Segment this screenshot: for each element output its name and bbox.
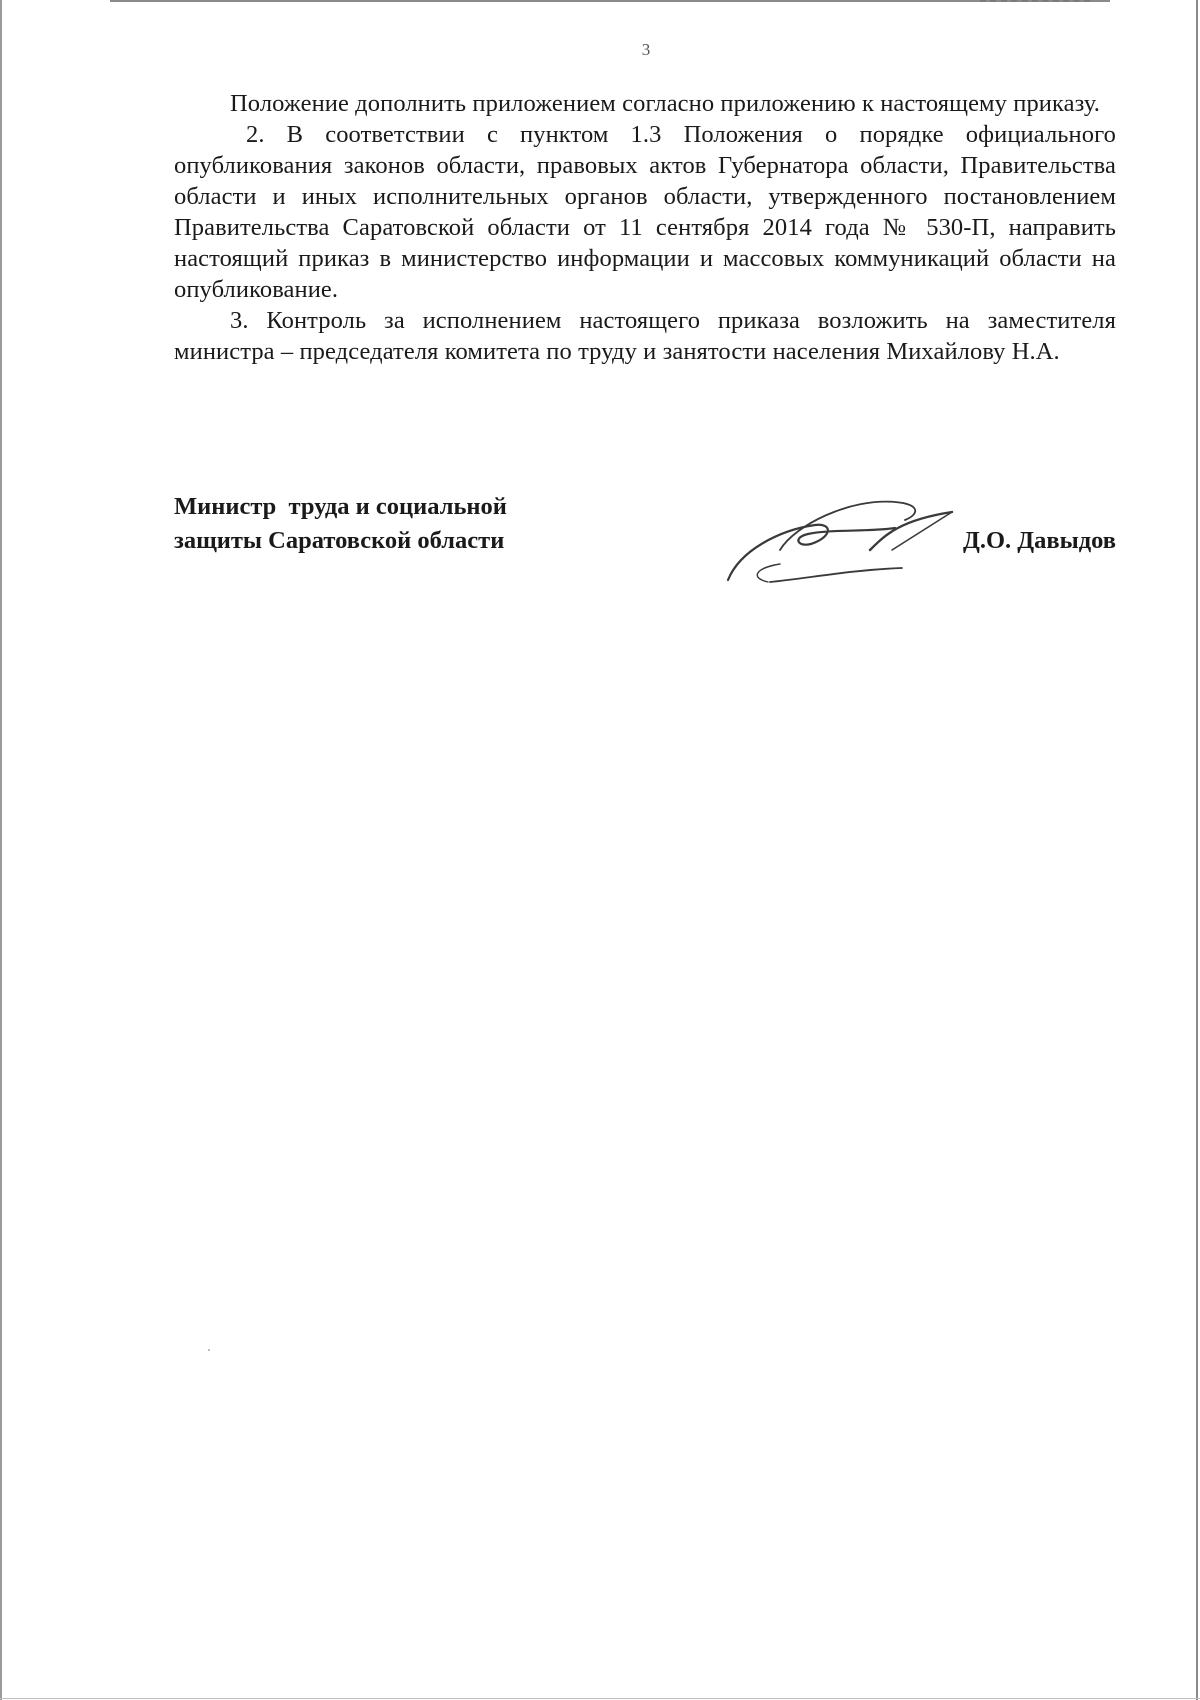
handwritten-signature-icon xyxy=(720,490,960,600)
scan-border-right xyxy=(1196,0,1198,1700)
signatory-name: Д.О. Давыдов xyxy=(962,527,1116,554)
scan-border-top-dashed xyxy=(980,0,1090,2)
document-body xyxy=(174,88,1116,367)
paragraph-publication: 2. В соответствии с пунктом 1.3 Положения о порядке официального опубликования законов области, правовых актов Губернатора области, Правительства области и иных исполнительных органов области, утвержденного постановлением Правительства Саратовской области от 11 сентября 2014 года № 530-П, направить настоящий приказ в министерство информации и массовых коммуникаций области на опубликование. xyxy=(174,121,1116,303)
scan-border-top xyxy=(110,0,1110,2)
paragraph-appendix: Положение дополнить приложением согласно приложению к настоящему приказу. xyxy=(230,90,1101,117)
scan-speck xyxy=(208,1349,210,1351)
page-number: 3 xyxy=(641,40,651,59)
signature-block xyxy=(174,490,1116,590)
signatory-title: Министр труда и социальной защиты Саратовской области xyxy=(174,493,507,554)
scan-border-left xyxy=(0,0,2,1700)
scan-border-bottom xyxy=(0,1698,1200,1699)
paragraph-control: 3. Контроль за исполнением настоящего приказа возложить на заместителя министра – председателя комитета по труду и занятости населения Михайлову Н.А. xyxy=(174,307,1116,365)
